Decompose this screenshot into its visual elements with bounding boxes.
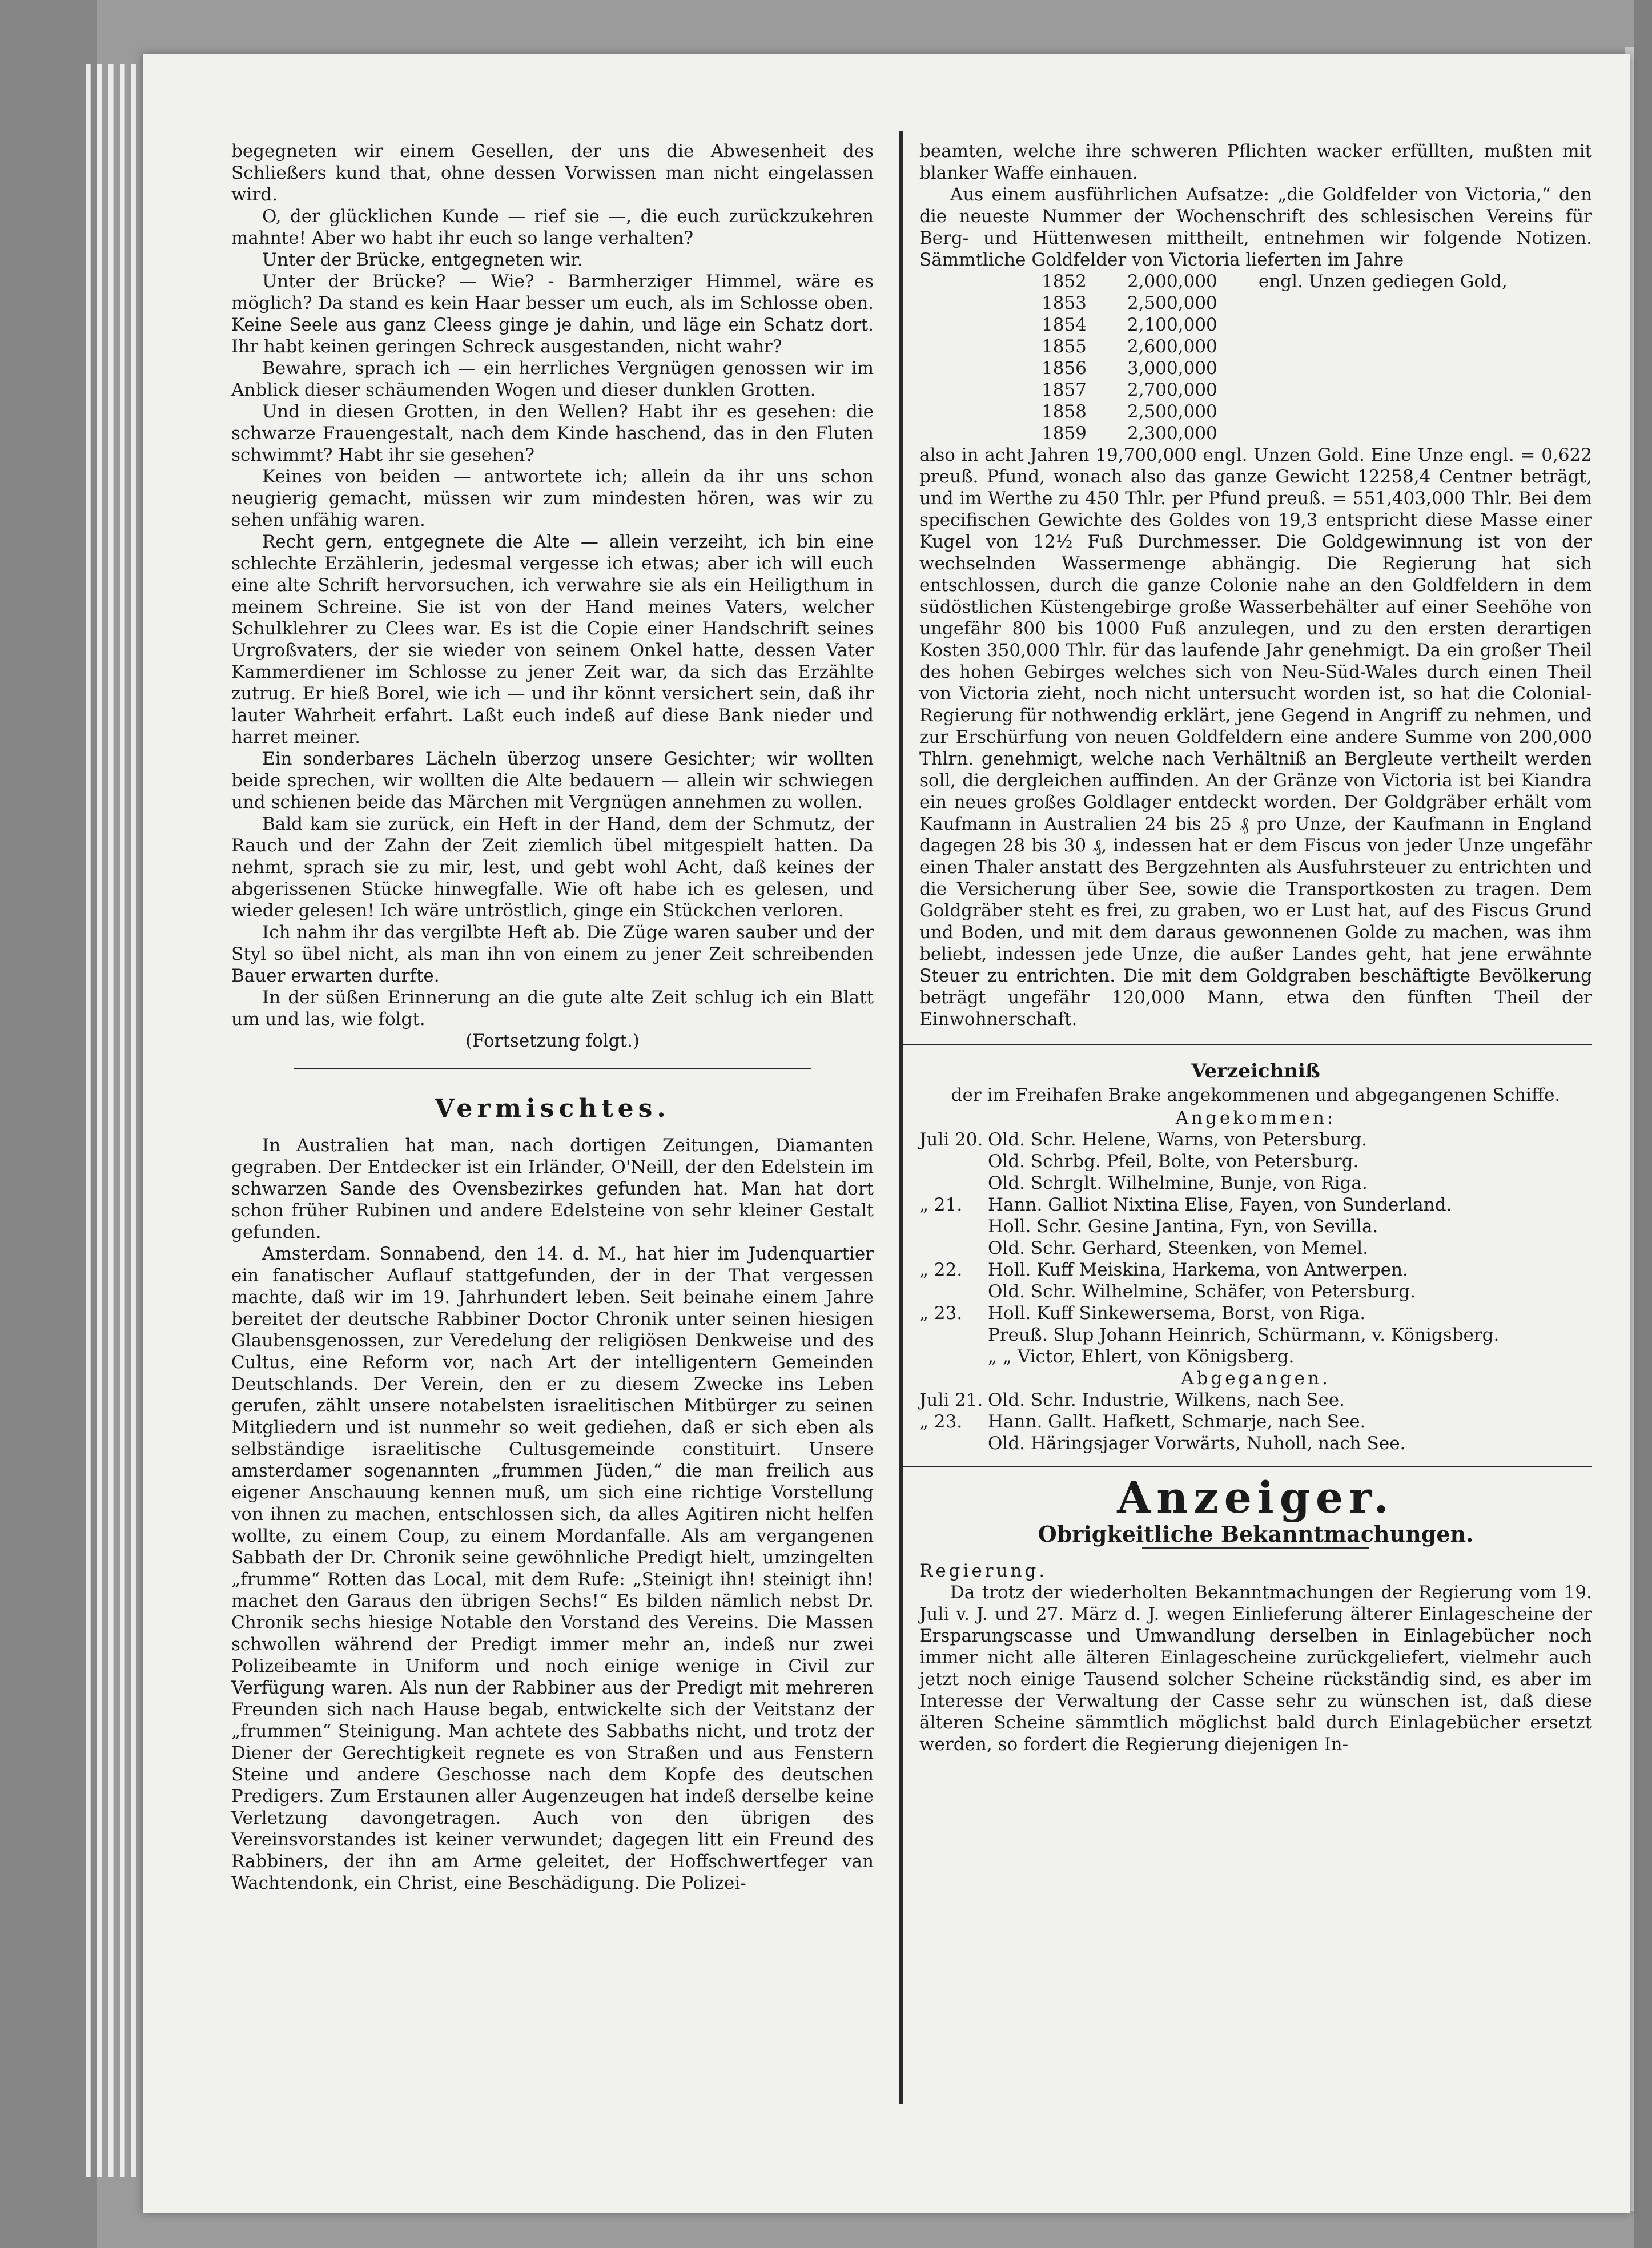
- ship-date: [919, 1216, 988, 1237]
- ship-row: [919, 1324, 1592, 1346]
- table-cell-amount: 2,300,000: [1127, 423, 1217, 444]
- ship-row: [919, 1433, 1592, 1454]
- ship-date: [919, 1281, 988, 1302]
- table-row: [1042, 357, 1592, 379]
- ship-date: „ 22.: [919, 1260, 963, 1280]
- section-title-anzeiger: Anzeiger.: [1117, 1472, 1394, 1523]
- table-cell-amount: 3,000,000: [1127, 358, 1217, 379]
- ship-entry: Old. Schrbg. Pfeil, Bolte, von Petersburg.: [988, 1151, 1359, 1172]
- story-paragraph: Recht gern, entgegnete die Alte — allein verzeiht, ich bin eine schlechte Erzählerin, jedesmal vergesse ich etwas; aber ich will euch eine alte Schrift hervorsuchen, ich verwahre sie als ein Heiligthum in meinem Schreine. Sie ist von der Hand meines Vaters, welcher Schulklehrer zu Clees war. Es ist die Copie einer Handschrift seines Urgroßvaters, der sie wieder von seinem Onkel hatte, dessen Vater Kammerdiener im Schlosse zu jener Zeit war, da sich das Erzählte zutrug. Er hieß Borel, wie ich — und ihr könnt versichert sein, daß ihr lauter Wahrheit erfahrt. Laßt euch indeß auf diese Bank nieder und harret meiner.: [231, 532, 874, 747]
- ship-date: „ 23.: [919, 1411, 963, 1432]
- ship-entry: Hann. Gallt. Hafkett, Schmarje, nach See.: [988, 1411, 1366, 1432]
- story-paragraph: Und in diesen Grotten, in den Wellen? Habt ihr es gesehen: die schwarze Frauengestalt, nach dem Kinde haschend, das in den Fluten schwimmt? Habt ihr sie gesehen?: [231, 401, 874, 465]
- ship-row: [919, 1389, 1592, 1411]
- story-paragraph: Ein sonderbares Lächeln überzog unsere Gesichter; wir wollten beide sprechen, wir wollten die Alte bedauern — allein wir schwiegen und schienen beide das Märchen mit Vergnügen annehmen zu wollen.: [231, 749, 874, 813]
- ship-date: „ 21.: [919, 1195, 963, 1215]
- ship-date: Juli 20.: [919, 1129, 983, 1150]
- table-cell-amount: 2,500,000: [1127, 401, 1217, 422]
- gold-table: [1042, 271, 1592, 444]
- story-paragraph: Ich nahm ihr das vergilbte Heft ab. Die Züge waren sauber und der Styl so übel nicht, als man ihn von einem zu jener Zeit schreibenden Bauer erwarten durfte.: [231, 922, 874, 986]
- table-cell-year: 1859: [1042, 423, 1087, 444]
- ship-entry: Holl. Kuff Meiskina, Harkema, von Antwerpen.: [988, 1260, 1408, 1280]
- section-rule: [902, 1044, 1592, 1045]
- table-row: [1042, 292, 1592, 314]
- ship-entry: Old. Schrglt. Wilhelmine, Bunje, von Riga.: [988, 1173, 1368, 1193]
- ship-entry: Old. Schr. Gerhard, Steenken, von Memel.: [988, 1238, 1369, 1258]
- news-paragraph: beamten, welche ihre schweren Pflichten wacker erfüllten, mußten mit blanker Waffe einhauen.: [919, 141, 1592, 183]
- table-cell-amount: 2,600,000: [1127, 336, 1217, 357]
- section-title-vermischtes: Vermischtes.: [435, 1094, 670, 1123]
- ship-entry: „ „ Victor, Ehlert, von Königsberg.: [988, 1346, 1295, 1367]
- table-cell-amount: 2,700,000: [1127, 380, 1217, 400]
- story-paragraph: Bald kam sie zurück, ein Heft in der Hand, dem der Schmutz, der Rauch und der Zahn der Zeit ziemlich übel mitgespielt hatten. Da nehmt, sprach sie zu mir, lest, und gebt wohl Acht, daß keines der abgerissenen Stücke hinwegfalle. Wie oft habe ich es gelesen, und wieder gelesen! Ich wäre untröstlich, ginge ein Stückchen verloren.: [231, 814, 874, 921]
- ship-row: [919, 1151, 1592, 1172]
- continuation-note: (Fortsetzung folgt.): [465, 1031, 640, 1051]
- table-cell-year: 1858: [1042, 401, 1087, 422]
- story-paragraph: Keines von beiden — antwortete ich; allein da ihr uns schon neugierig gemacht, müssen wir zum mindesten hören, was wir zu sehen unfähig waren.: [231, 467, 874, 530]
- table-row: [1042, 271, 1592, 292]
- table-row: [1042, 314, 1592, 336]
- section-title-verzeichniss: Verzeichniß: [1191, 1060, 1320, 1083]
- page-edge: [120, 64, 125, 2177]
- news-paragraph: In Australien hat man, nach dortigen Zeitungen, Diamanten gegraben. Der Entdecker ist ein Irländer, O'Neill, der den Edelstein im schwarzen Sande des Ovensbezirkes gefunden hat. Man hat dort schon früher Rubinen und andere Edelsteine von sehr kleiner Gestalt gefunden.: [231, 1135, 874, 1242]
- story-paragraph: O, der glücklichen Kunde — rief sie —, die euch zurückzukehren mahnte! Aber wo habt ihr euch so lange verhalten?: [231, 206, 874, 248]
- ship-row: [919, 1129, 1592, 1151]
- ship-entry: Preuß. Slup Johann Heinrich, Schürmann, v. Königsberg.: [988, 1325, 1500, 1345]
- section-rule: [294, 1068, 811, 1069]
- authority-label: Regierung.: [919, 1561, 1048, 1581]
- ship-row: [919, 1194, 1592, 1216]
- table-cell-year: 1856: [1042, 358, 1087, 379]
- page-edge: [108, 64, 114, 2177]
- page-edge: [97, 64, 102, 2177]
- section-rule: [902, 1466, 1592, 1467]
- ship-date: [919, 1433, 988, 1454]
- arrived-label: Angekommen:: [1175, 1108, 1336, 1128]
- table-cell-note: engl. Unzen gediegen Gold,: [1259, 271, 1508, 292]
- ship-date: „ 23.: [919, 1303, 963, 1324]
- ship-row: [919, 1281, 1592, 1302]
- table-cell-amount: 2,100,000: [1127, 315, 1217, 335]
- news-paragraph: Amsterdam. Sonnabend, den 14. d. M., hat hier im Judenquartier ein fanatischer Auflauf stattgefunden, der in der That vergessen machte, daß wir im 19. Jahrhundert leben. Seit beinahe einem Jahre bereitet der deutsche Rabbiner Doctor Chronik unter seinen hiesigen Glaubensgenossen, zur Veredelung der religiösen Denkweise und des Cultus, eine Reform vor, nach Art der intelligentern Gemeinden Deutschlands. Der Verein, den er zu diesem Zwecke ins Leben gerufen, zählt unsere notabelsten israelitischen Mitbürger zu seinen Mitgliedern und ist nunmehr so weit gediehen, daß er sich eben als selbständige israelitische Cultusgemeinde constituirt. Unsere amsterdamer sogenannten „frummen Jüden,“ die man freilich aus eigener Anschauung kennen muß, um sich eine richtige Vorstellung von ihnen zu machen, entschlossen sich, da alles Agitiren nicht helfen wollte, zu einem Coup, zu einem Mordanfalle. Als am vergangenen Sabbath der Dr. Chronik seine gewöhnliche Predigt hielt, umzingelten „frumme“ Rotten das Local, mit dem Rufe: „Steinigt ihn! steinigt ihn! machet den Garaus den übrigen Sechs!“ Es bilden nämlich nebst Dr. Chronik sechs hiesige Notable den Vorstand des Vereins. Die Massen schwollen während der Predigt immer mehr an, indeß nur zwei Polizeibeamte in Uniform und noch einige wenige in Civil zur Verfügung waren. Als nun der Rabbiner aus der Predigt mit mehreren Freunden sich nach Hause begab, entwickelte sich der Veitstanz der „frummen“ Steinigung. Man achtete des Sabbaths nicht, und trotz der Diener der Gerechtigkeit regnete es von Straßen und aus Fenstern Steine und andere Geschosse nach dem Kopfe des deutschen Predigers. Zum Erstaunen aller Augenzeugen hat indeß derselbe keine Verletzung davongetragen. Auch von den übrigen des Vereinsvorstandes ist keiner verwundet; dagegen litt ein Freund des Rabbiners, der ihn am Arme geleitet, der Hoffschwertfeger van Wachtendonk, ein Christ, eine Beschädigung. Die Polizei-: [231, 1244, 874, 1893]
- ship-date: [919, 1324, 988, 1346]
- right-column: [919, 140, 1592, 1755]
- table-cell-amount: 2,500,000: [1127, 293, 1217, 313]
- ship-entry: Old. Schr. Wilhelmine, Schäfer, von Petersburg.: [988, 1281, 1416, 1302]
- table-row: [1042, 423, 1592, 444]
- departed-label: Abgegangen.: [1181, 1368, 1331, 1389]
- ship-entry: Old. Schr. Helene, Warns, von Petersburg.: [988, 1129, 1367, 1150]
- table-row: [1042, 336, 1592, 357]
- title-underline: [1142, 1547, 1369, 1549]
- story-paragraph: In der süßen Erinnerung an die gute alte Zeit schlug ich ein Blatt um und las, wie folgt.: [231, 987, 874, 1030]
- ship-date: [919, 1346, 988, 1368]
- section-subtitle: der im Freihafen Brake angekommenen und abgegangenen Schiffe.: [951, 1085, 1561, 1105]
- ship-date: [919, 1172, 988, 1194]
- story-paragraph: Unter der Brücke? — Wie? - Barmherziger Himmel, wäre es möglich? Da stand es kein Haar besser um euch, als im Schlosse oben. Keine Seele aus ganz Cleess ginge je dahin, und läge ein Schatz dort. Ihr habt keinen geringen Schreck ausgestanden, nicht wahr?: [231, 271, 874, 357]
- news-paragraph: also in acht Jahren 19,700,000 engl. Unzen Gold. Eine Unze engl. = 0,622 preuß. Pfund, wonach also das ganze Gewicht 12258,4 Centner beträgt, und im Werthe zu 450 Thlr. per Pfund preuß. = 551,403,000 Thlr. Bei dem specifischen Gewichte des Goldes von 19,3 entspricht diese Masse einer Kugel von 12½ Fuß Durchmesser. Die Goldgewinnung ist von der wechselnden Wassermenge abhängig. Die Regierung hat sich entschlossen, durch die ganze Colonie nahe an den Goldfeldern in dem südöstlichen Küstengebirge große Wasserbehälter auf einer Seehöhe von ungefähr 800 bis 1000 Fuß anzulegen, und zu den ersten derartigen Kosten 350,000 Thlr. für das laufende Jahr genehmigt. Da ein großer Theil des hohen Gebirges welches sich von Neu-Süd-Wales durch einen Theil von Victoria zieht, noch nicht untersucht worden ist, so hat die Colonial-Regierung für nothwendig erklärt, jene Gegend in Angriff zu nehmen, und zur Erschürfung von neuen Goldfeldern eine andere Summe von 200,000 Thlrn. genehmigt, welche nach Verhältniß an Bergleute vertheilt werden soll, die dergleichen auffinden. An der Gränze von Victoria ist bei Kiandra ein neues großes Goldlager entdeckt worden. Der Goldgräber erhält vom Kaufmann in Australien 24 bis 25 ₰ pro Unze, der Kaufmann in England dagegen 28 bis 30 ₰, indessen hat er dem Fiscus von jeder Unze ungefähr einen Thaler anstatt des Bergzehnten als Ausfuhrsteuer zu entrichten und die Versicherung über See, sowie die Transportkosten zu tragen. Dem Goldgräber steht es frei, zu graben, wo er Lust hat, auf des Fiscus Grund und Boden, und mit dem daraus gewonnenen Golde zu machen, was ihm beliebt, indessen jede Unze, die außer Landes geht, hat jene erwähnte Steuer zu entrichten. Die mit dem Goldgraben beschäftigte Bevölkerung beträgt ungefähr 120,000 Mann, etwa den fünften Theil der Einwohnerschaft.: [919, 445, 1592, 1030]
- table-cell-year: 1853: [1042, 293, 1087, 313]
- table-cell-year: 1852: [1042, 271, 1087, 292]
- table-cell-year: 1855: [1042, 336, 1087, 357]
- table-row: [1042, 401, 1592, 423]
- ship-entry: Holl. Kuff Sinkewersema, Borst, von Riga.: [988, 1303, 1366, 1324]
- ship-entry: Holl. Schr. Gesine Jantina, Fyn, von Sevilla.: [988, 1216, 1378, 1237]
- table-cell-amount: 2,000,000: [1127, 271, 1217, 292]
- ship-row: [919, 1216, 1592, 1237]
- subsection-title: Obrigkeitliche Bekanntmachungen.: [1038, 1521, 1474, 1547]
- table-row: [1042, 379, 1592, 401]
- ship-row: [919, 1259, 1592, 1281]
- story-paragraph: Unter der Brücke, entgegneten wir.: [262, 250, 583, 270]
- page-edge: [86, 64, 91, 2177]
- ship-row: [919, 1346, 1592, 1368]
- notice-paragraph: Da trotz der wiederholten Bekanntmachungen der Regierung vom 19. Juli v. J. und 27. März d. J. wegen Einlieferung älterer Einlagescheine der Ersparungscasse und Umwandlung derselben in Einlagebücher noch immer nicht alle älteren Einlagescheine zurückgeliefert, vielmehr auch jetzt noch einige Tausend solcher Scheine rückständig sind, es aber im Interesse der Verwaltung der Casse sehr zu wünschen ist, daß diese älteren Scheine sämmtlich möglichst bald durch Einlagebücher ersetzt werden, so fordert die Regierung diejenigen In-: [919, 1582, 1592, 1755]
- scanner-background-left: [0, 0, 97, 2248]
- column-divider: [899, 131, 903, 2104]
- ship-row: [919, 1302, 1592, 1324]
- ship-entry: Hann. Galliot Nixtina Elise, Fayen, von Sunderland.: [988, 1195, 1452, 1215]
- ship-row: [919, 1237, 1592, 1259]
- ship-entry: Old. Häringsjager Vorwärts, Nuholl, nach See.: [988, 1433, 1406, 1454]
- left-column: [231, 140, 874, 1894]
- table-cell-year: 1854: [1042, 315, 1087, 335]
- story-paragraph: begegneten wir einem Gesellen, der uns die Abwesenheit des Schließers kund that, ohne dessen Vorwissen man nicht eingelassen wird.: [231, 141, 874, 205]
- page-edge: [131, 64, 136, 2177]
- ship-row: [919, 1172, 1592, 1194]
- ship-date: [919, 1151, 988, 1172]
- news-paragraph: Aus einem ausführlichen Aufsatze: „die Goldfelder von Victoria,“ den die neueste Nummer der Wochenschrift des schlesischen Vereins für Berg- und Hüttenwesen mittheilt, entnehmen wir folgende Notizen. Sämmtliche Goldfelder von Victoria lieferten im Jahre: [919, 184, 1592, 270]
- ship-entry: Old. Schr. Industrie, Wilkens, nach See.: [988, 1390, 1345, 1410]
- table-cell-year: 1857: [1042, 380, 1087, 400]
- ship-date: [919, 1237, 988, 1259]
- scanner-background-right: [1634, 0, 1652, 2248]
- story-paragraph: Bewahre, sprach ich — ein herrliches Vergnügen genossen wir im Anblick dieser schäumenden Wogen und dieser dunklen Grotten.: [231, 358, 874, 400]
- ship-date: Juli 21.: [919, 1390, 983, 1410]
- ship-row: [919, 1411, 1592, 1433]
